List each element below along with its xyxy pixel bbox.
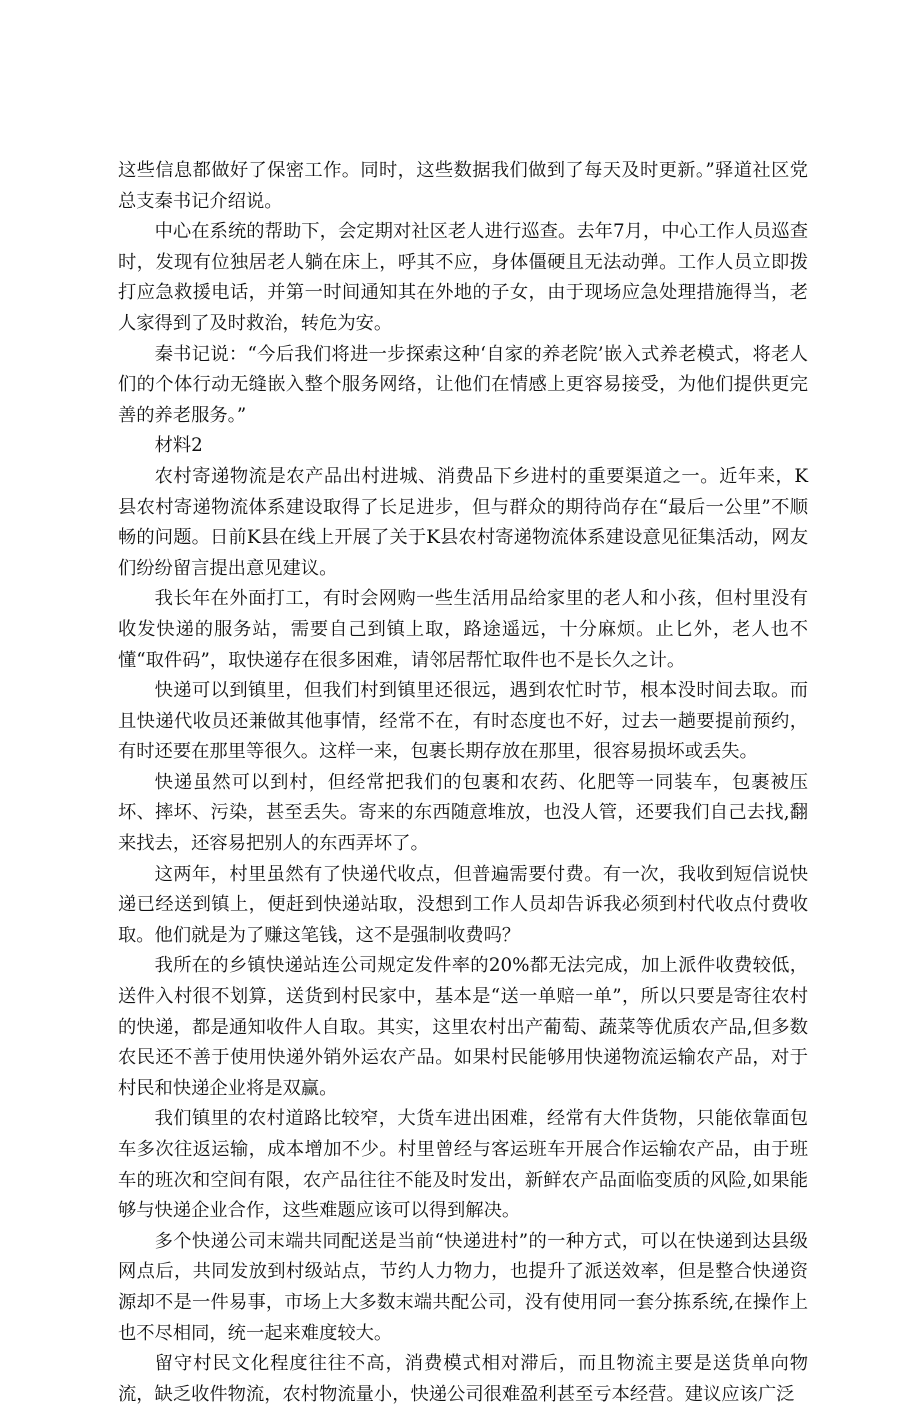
paragraph-comment-low-volume: 留守村民文化程度往往不高，消费模式相对滞后，而且物流主要是送货单向物流，缺乏收件物流，农村物流量小，快递公司很难盈利甚至亏本经营。建议应该广泛 [118,1353,808,1405]
paragraph-rural-logistics-intro: 农村寄递物流是农产品出村进城、消费品下乡进村的重要渠道之一。近年来，K县农村寄递物流体系建设取得了长足进步，但与群众的期待尚存在“最后一公里”不顺畅的问题。日前K县在线上开展了关于K县农村寄递物流体系建设意见征集活动，网友们纷纷留言提出意见建议。 [118,465,808,579]
paragraph-comment-town-pickup: 快递可以到镇里，但我们村到镇里还很远，遇到农忙时节，根本没时间去取。而且快递代收员还兼做其他事情，经常不在，有时态度也不好，过去一趟要提前预约，有时还要在那里等很久。这样一来，包裹长期存放在那里，很容易损坏或丢失。 [118,680,808,763]
paragraph-secretary-quote: 秦书记说：“今后我们将进一步探索这种‘自家的养老院’嵌入式养老模式，将老人们的个体行动无缝嵌入整个服务网络，让他们在情感上更容易接受，为他们提供更完善的养老服务。” [118,343,808,426]
paragraph-comment-courier-station: 我所在的乡镇快递站连公司规定发件率的20%都无法完成，加上派件收费较低，送件入村很不划算，送货到村民家中，基本是“送一单赔一单”，所以只要是寄往农村的快递，都是通知收件人自取。其实，这里农村出产葡萄、蔬菜等优质农产品,但多数农民还不善于使用快递外销外运农产品。如果村民能够用快递物流运输农产品，对于村民和快递企业将是双赢。 [118,955,808,1099]
paragraph-continued-intro: 这些信息都做好了保密工作。同时，这些数据我们做到了每天及时更新。”驿道社区党总支秦书记介绍说。 [118,160,808,212]
document-page [118,156,808,1410]
paragraph-comment-damaged-parcels: 快递虽然可以到村，但经常把我们的包裹和农药、化肥等一同装车，包裹被压坏、摔坏、污染，甚至丢失。寄来的东西随意堆放，也没人管，还要我们自己去找,翻来找去，还容易把别人的东西弄坏了。 [118,771,808,855]
paragraph-comment-narrow-roads: 我们镇里的农村道路比较窄，大货车进出困难，经常有大件货物，只能依靠面包车多次往返运输，成本增加不少。村里曾经与客运班车开展合作运输农产品，由于班车的班次和空间有限，农产品往往不能及时发出，新鲜农产品面临变质的风险,如果能够与快递企业合作，这些难题应该可以得到解决。 [118,1108,808,1222]
paragraph-comment-fees: 这两年，村里虽然有了快递代收点，但普遍需要付费。有一次，我收到短信说快递已经送到镇上，便赶到快递站取，没想到工作人员却告诉我必须到村代收点付费收取。他们就是为了赚这笔钱，这不是强制收费吗？ [118,863,808,946]
section-heading-material-2: 材料2 [154,435,203,457]
paragraph-comment-joint-delivery: 多个快递公司末端共同配送是当前“快递进村”的一种方式，可以在快递到达县级网点后，共同发放到村级站点，节约人力物力，也提升了派送效率，但是整合快递资源却不是一件易事，市场上大多数末端共配公司，没有使用同一套分拣系统,在操作上也不尽相同，统一起来难度较大。 [118,1230,808,1344]
paragraph-patrol-story: 中心在系统的帮助下，会定期对社区老人进行巡查。去年7月，中心工作人员巡查时，发现有位独居老人躺在床上，呼其不应，身体僵硬且无法动弹。工作人员立即拨打应急救援电话，并第一时间通知其在外地的子女，由于现场应急处理措施得当，老人家得到了及时救治，转危为安。 [118,221,808,334]
paragraph-comment-migrant-worker: 我长年在外面打工，有时会网购一些生活用品给家里的老人和小孩，但村里没有收发快递的服务站，需要自己到镇上取，路途遥远，十分麻烦。止匕外，老人也不懂“取件码”，取快递存在很多困难，请邻居帮忙取件也不是长久之计。 [118,588,808,671]
